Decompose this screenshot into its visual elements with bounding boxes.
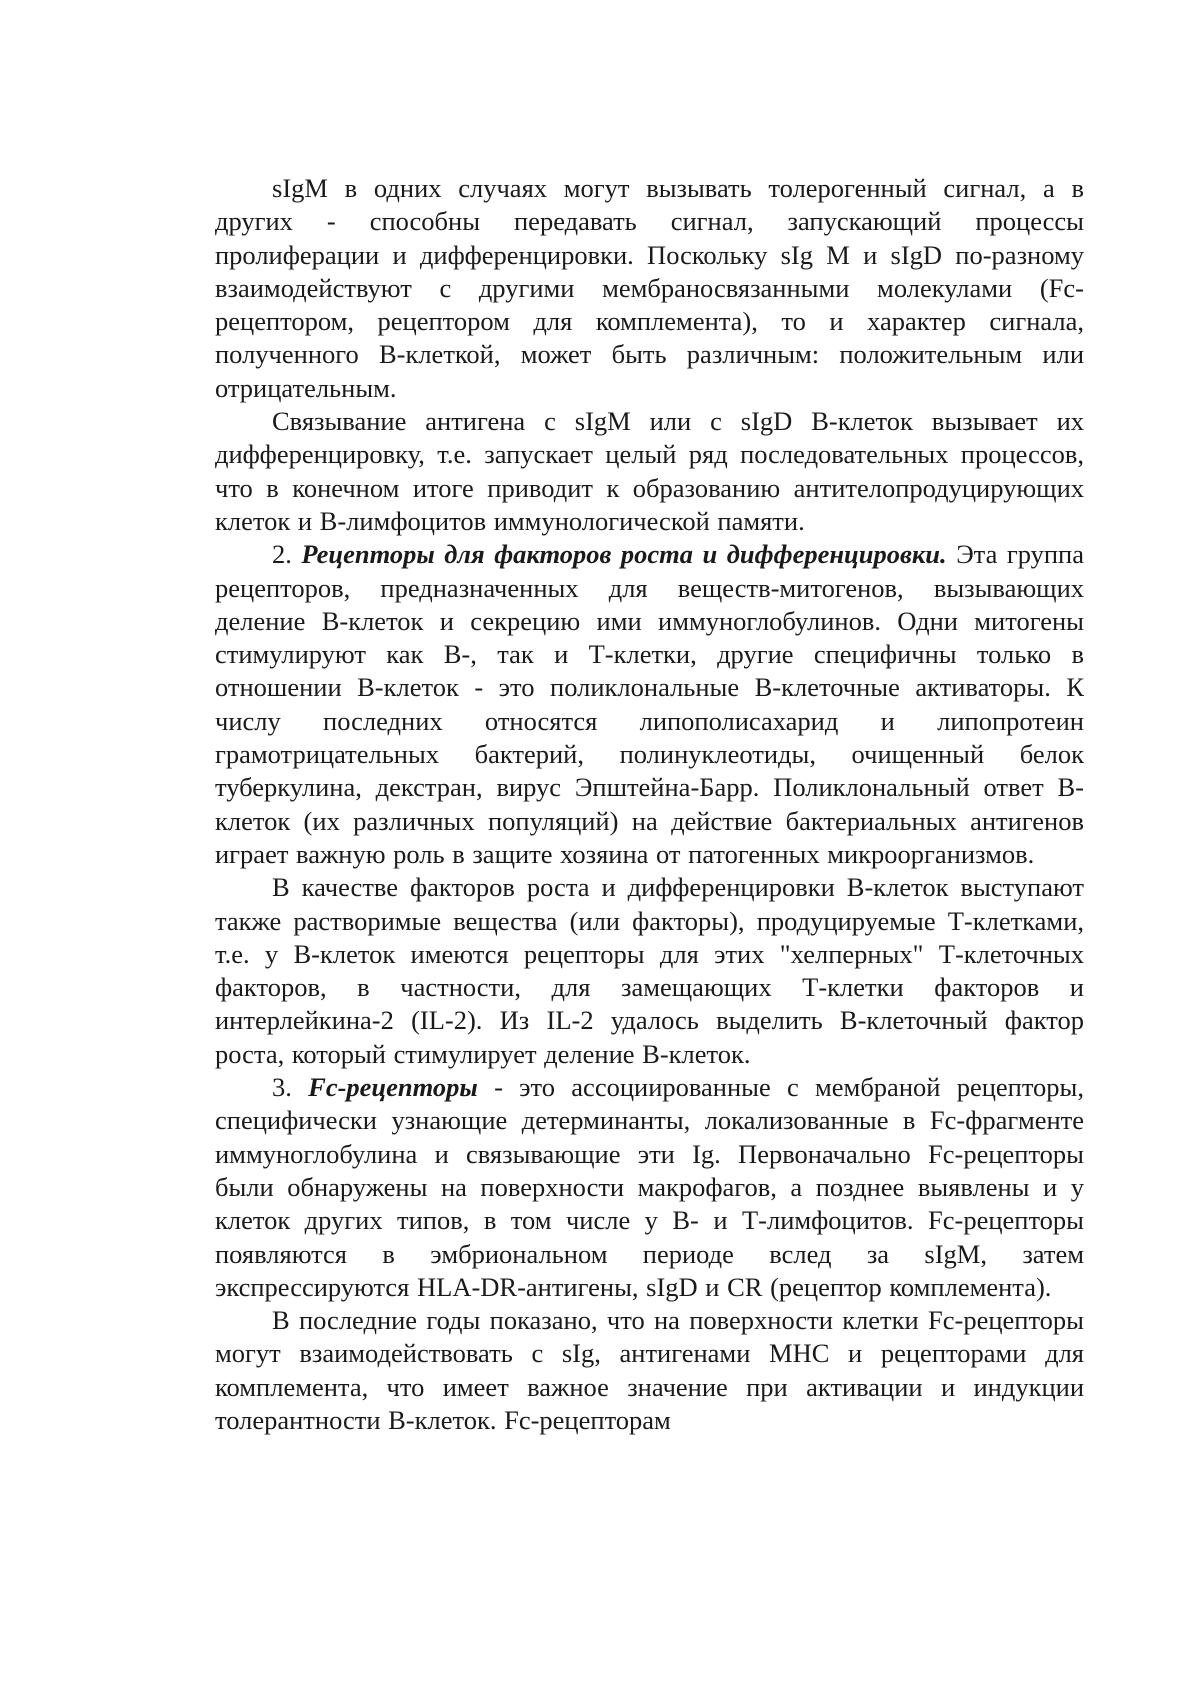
paragraph-4: В качестве факторов роста и дифференцировки В-клеток выступают также растворимые вещества (или факторы), продуцируемые Т-клетками, т.е. у В-клеток имеются рецепторы для этих "хелперных" Т-клеточных факторов, в частности, для замещающих Т-клетки факторов и интерлейкина-2 (IL-2). Из IL-2 удалось выделить В-клеточный фактор роста, который стимулирует деление В-клеток. [215,872,1084,1069]
paragraph-2: Связывание антигена с sIgM или с sIgD В-клеток вызывает их дифференцировку, т.е. запускает целый ряд последовательных процессов, что в конечном итоге приводит к образованию антителопродуцирующих клеток и В-лимфоцитов иммунологической памяти. [215,406,1084,536]
paragraph-text: Эта группа рецепторов, предназначенных для веществ-митогенов, вызывающих деление В-клеток и секрецию ими иммуноглобулинов. Одни митогены стимулируют как В-, так и Т-клетки, другие специфичны только в отношении В-клеток - это поликлональные В-клеточные активаторы. К числу последних относятся липополисахарид и липопротеин грамотрицательных бактерий, полинуклеотиды, очищенный белок туберкулина, декстран, вирус Эпштейна-Барр. Поликлональный ответ В-клеток (их различных популяций) на действие бактериальных антигенов играет важную роль в защите хозяина от патогенных микроорганизмов. [215,539,1085,869]
paragraph-3-growth-receptors [215,538,1084,871]
section-heading: Рецепторы для факторов роста и дифференцировки. [301,539,947,570]
paragraph-text: - это ассоциированные с мембраной рецепторы, специфически узнающие детерминанты, локализованные в Fc-фрагменте иммуноглобулина и связывающие эти Ig. Первоначально Fc-рецепторы были обнаружены на поверхности макрофагов, а позднее выявлены и у клеток других типов, в том числе у В- и Т-лимфоцитов. Fc-рецепторы появляются в эмбриональном периоде вслед за sIgM, затем экспрессируются HLA-DR-антигены, sIgD и CR (рецептор комплемента). [215,1072,1084,1302]
paragraph-1: sIgM в одних случаях могут вызывать толерогенный сигнал, а в других - способны передавать сигнал, запускающий процессы пролиферации и дифференцировки. Поскольку sIg M и sIgD по-разному взаимодействуют с другими мембраносвязанными молекулами (Fc-рецептором, рецептором для комплемента), то и характер сигнала, полученного В-клеткой, может быть различным: положительным или отрицательным. [215,173,1084,403]
section-number: 3. [272,1072,292,1103]
paragraph-6: В последние годы показано, что на поверхности клетки Fc-рецепторы могут взаимодействовать с sIg, антигенами МНС и рецепторами для комплемента, что имеет важное значение при активации и индукции толерантности В-клеток. Fc-рецепторам [215,1305,1084,1435]
section-number: 2. [272,539,292,570]
section-heading: Fc-рецепторы [308,1072,478,1103]
paragraph-5-fc-receptors [215,1071,1084,1304]
